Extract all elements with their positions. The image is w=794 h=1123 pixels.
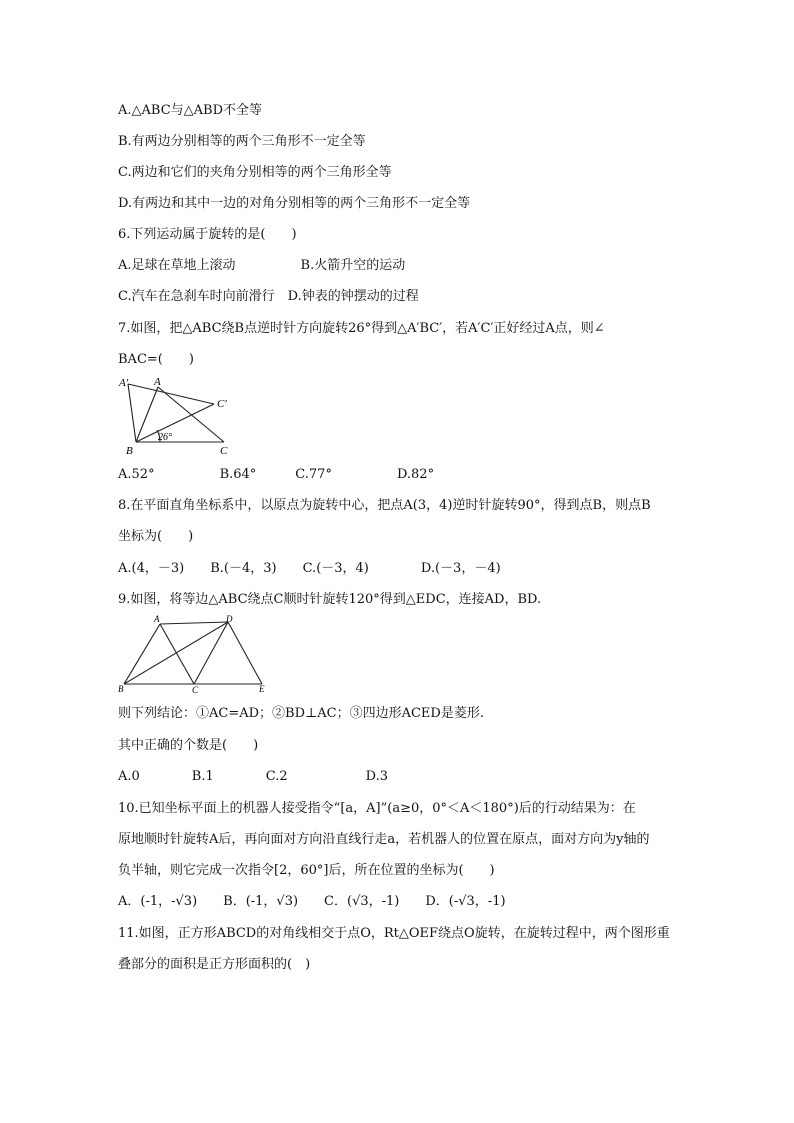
line-5b: B.有两边分别相等的两个三角形不一定全等 <box>118 134 366 149</box>
fig7-label-b: B <box>126 445 133 457</box>
figure-7 <box>116 374 241 458</box>
question-6: 6.下列运动属于旋转的是( ) <box>118 227 297 242</box>
question-9-options: A.0 B.1 C.2 D.3 <box>118 769 388 784</box>
question-8-line1: 8.在平面直角坐标系中，以原点为旋转中心，把点A(3，4)逆时针旋转90°，得到点B，则点B <box>118 498 651 513</box>
fig7-angle-label: 26° <box>158 432 172 443</box>
question-8-line2: 坐标为( ) <box>118 529 194 544</box>
fig9-label-a: A <box>154 614 160 624</box>
fig9-label-e: E <box>259 684 265 694</box>
question-11-line2: 叠部分的面积是正方形面积的( ) <box>118 957 311 972</box>
question-10-line2: 原地顺时针旋转A后，再向面对方向沿直线行走a，若机器人的位置在原点，面对方向为y轴的 <box>118 832 650 847</box>
figure-9 <box>116 612 276 696</box>
line-5c: C.两边和它们的夹角分别相等的两个三角形全等 <box>118 165 392 180</box>
question-7-line2: BAC=( ) <box>118 352 194 367</box>
question-9: 9.如图，将等边△ABC绕点C顺时针旋转120°得到△EDC，连接AD，BD. <box>118 592 542 607</box>
fig7-label-a-prime: A′ <box>119 377 129 389</box>
fig9-label-b: B <box>118 684 124 694</box>
question-9-conclusions: 则下列结论：①AC=AD；②BD⊥AC；③四边形ACED是菱形. <box>118 706 484 721</box>
question-8-options: A.(4，－3) B.(－4，3) C.(－3，4) D.(－3，－4) <box>118 561 501 576</box>
question-10-line3: 负半轴，则它完成一次指令[2，60°]后，所在位置的坐标为( ) <box>118 863 495 878</box>
question-6-options-ab: A.足球在草地上滚动 B.火箭升空的运动 <box>118 258 406 273</box>
question-7-options: A.52° B.64° C.77° D.82° <box>118 467 435 482</box>
question-10-line1: 10.已知坐标平面上的机器人接受指令“[a，A]”(a≥0，0°＜A＜180°)后的行动结果为：在 <box>118 801 636 816</box>
line-5d: D.有两边和其中一边的对角分别相等的两个三角形不一定全等 <box>118 196 471 211</box>
question-9-prompt: 其中正确的个数是( ) <box>118 738 259 753</box>
question-11-line1: 11.如图，正方形ABCD的对角线相交于点O，Rt△OEF绕点O旋转，在旋转过程中，两个图形重 <box>118 926 670 941</box>
question-7-line1: 7.如图，把△ABC绕B点逆时针方向旋转26°得到△A′BC′，若A′C′正好经过A点，则∠ <box>118 321 605 336</box>
question-6-options-cd: C.汽车在急刹车时向前滑行 D.钟表的钟摆动的过程 <box>118 289 419 304</box>
fig7-label-a: A <box>154 376 161 388</box>
fig7-label-c: C <box>220 445 228 457</box>
fig7-label-c-prime: C′ <box>217 398 227 410</box>
question-10-options: A．(-1，-√3) B．(-1，√3) C．(√3，-1) D．(-√3，-1) <box>118 894 506 909</box>
line-5a: A.△ABC与△ABD不全等 <box>118 103 263 118</box>
fig9-label-c: C <box>192 685 199 695</box>
fig9-label-d: D <box>226 614 233 624</box>
